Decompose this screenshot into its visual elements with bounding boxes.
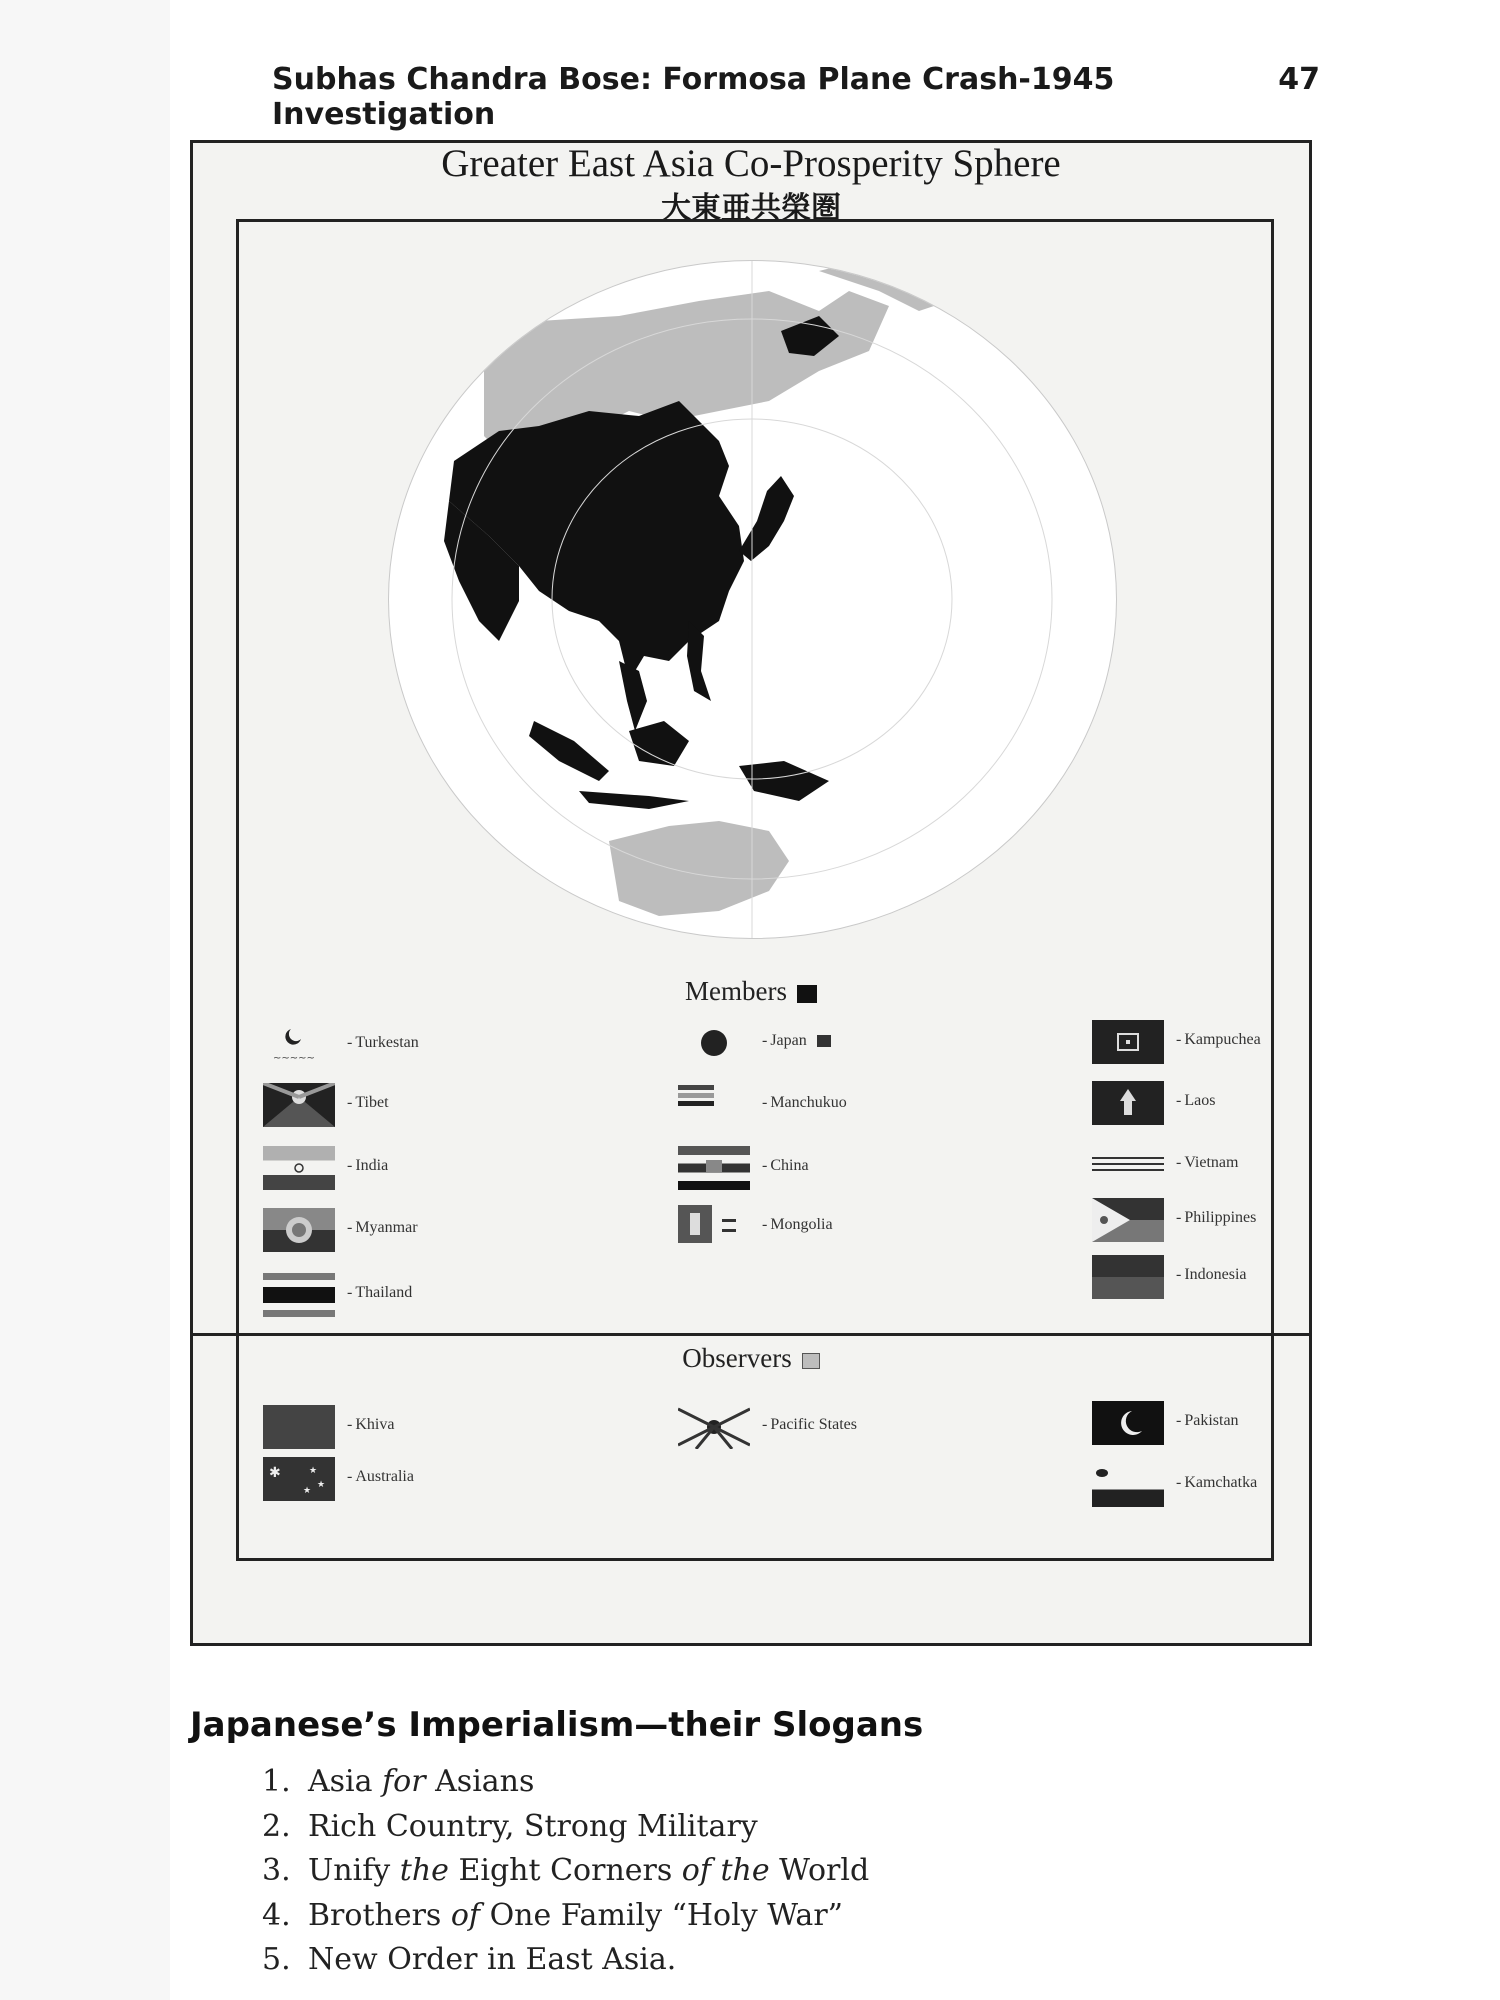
flag-label: Khiva: [355, 1416, 395, 1433]
slogan-text: Asians: [425, 1764, 535, 1799]
japan-islands: [739, 476, 794, 561]
flag-label: India: [355, 1157, 389, 1174]
flag-label: Kampuchea: [1184, 1031, 1261, 1048]
slogan-number: 1.: [262, 1764, 291, 1799]
flag-label: Vietnam: [1184, 1154, 1239, 1171]
member-square-icon: [797, 985, 817, 1003]
pacific-states-flag-icon: [678, 1405, 750, 1449]
observers-label-text: Observers: [682, 1343, 792, 1373]
observer-square-icon: [802, 1353, 820, 1369]
slogan-text: Eight Corners: [448, 1853, 682, 1888]
australia-flag-icon: [263, 1457, 335, 1501]
slogan-text: One Family “Holy War”: [480, 1897, 843, 1933]
slogan-item: [262, 1805, 869, 1850]
slogan-text: Asia: [308, 1764, 383, 1799]
slogan-text: New Order in East Asia.: [308, 1942, 677, 1977]
page-margin: [0, 0, 170, 2000]
java: [579, 791, 689, 809]
slogan-text: Rich Country, Strong Military: [308, 1808, 758, 1844]
book-title: Subhas Chandra Bose: Formosa Plane Crash-1945 Investigation: [272, 62, 1115, 132]
kampuchea-flag-icon: [1092, 1020, 1164, 1064]
slogan-text: of: [450, 1897, 481, 1933]
flag-label: Laos: [1184, 1092, 1216, 1109]
slogan-number: 5.: [262, 1942, 291, 1977]
co-prosperity-sphere-figure: Greater East Asia Co-Prosperity Sphere 大東亜共榮圏 Members ~~~~~ - Turkestan - Tibet - India - Myanmar - Thailand - Japan - Manchukuo - China - Mongolia - Kampuchea - Laos - Vietnam - Philippines - Indonesia Observers - Khiva ✱ ★ ★ ★ - Australia - Pacific States - Pakistan - Kamchatka: [190, 140, 1312, 1646]
flag-label: Pakistan: [1184, 1412, 1239, 1429]
flag-label: Kamchatka: [1184, 1474, 1258, 1491]
running-head: [270, 62, 1320, 132]
malay-peninsula: [619, 661, 647, 731]
slogan-text: Unify: [308, 1853, 400, 1888]
slogan-text: Brothers: [308, 1897, 451, 1933]
members-label: [193, 976, 1309, 1007]
slogan-item: [262, 1760, 869, 1805]
japan-flag-icon: [678, 1021, 750, 1065]
section-heading: Japanese’s Imperialism—their Slogans: [190, 1705, 924, 1745]
sumatra: [529, 721, 609, 781]
slogan-text: World: [769, 1853, 870, 1888]
myanmar-flag-icon: [263, 1208, 335, 1252]
flag-label: China: [770, 1157, 809, 1174]
manchukuo-flag-icon: [678, 1083, 750, 1127]
flag-label: Tibet: [355, 1094, 389, 1111]
slogan-text: of the: [681, 1853, 770, 1888]
flag-label: Turkestan: [355, 1034, 419, 1051]
flag-label: Myanmar: [355, 1219, 418, 1236]
observers-label: [193, 1343, 1309, 1374]
laos-flag-icon: [1092, 1081, 1164, 1125]
borneo: [629, 721, 689, 766]
turkestan-flag-icon: [263, 1023, 335, 1067]
thailand-flag-icon: [263, 1273, 335, 1317]
slogan-item: [262, 1894, 869, 1939]
pakistan-flag-icon: [1092, 1401, 1164, 1445]
slogan-list: [262, 1760, 869, 1983]
map-globe: [388, 260, 1117, 939]
svg-text:★: ★: [309, 1466, 318, 1476]
flag-label: Philippines: [1184, 1209, 1257, 1226]
members-label-text: Members: [685, 976, 787, 1006]
tibet-flag-icon: [263, 1083, 335, 1127]
india-flag-icon: [263, 1146, 335, 1190]
slogan-number: 4.: [262, 1897, 291, 1933]
observers-divider: [193, 1333, 1312, 1336]
figure-subtitle: 大東亜共榮圏: [661, 191, 841, 226]
philippines: [687, 621, 711, 701]
vietnam-flag-icon: [1092, 1143, 1164, 1187]
flag-label: Mongolia: [770, 1216, 833, 1233]
page-number: 47: [1278, 62, 1320, 97]
slogan-number: 2.: [262, 1808, 291, 1844]
flag-label: Indonesia: [1184, 1266, 1247, 1283]
slogan-item: [262, 1849, 869, 1894]
flag-label: Australia: [355, 1468, 414, 1485]
mongolia-flag-icon: [678, 1205, 750, 1249]
slogan-text: for: [382, 1764, 426, 1799]
indonesia-flag-icon: [1092, 1255, 1164, 1299]
flag-label: Japan: [770, 1032, 807, 1049]
flag-label: Thailand: [355, 1284, 413, 1301]
svg-text:~~~~~: ~~~~~: [273, 1053, 315, 1064]
asia-map: [389, 261, 1116, 938]
china-flag-icon: [678, 1146, 750, 1190]
figure-title: Greater East Asia Co-Prosperity Sphere: [441, 142, 1061, 185]
australia-landmass: [609, 821, 789, 916]
svg-text:★: ★: [303, 1486, 312, 1496]
member-square-icon: [817, 1035, 831, 1047]
kamchatka-flag-icon: [1092, 1463, 1164, 1507]
svg-text:★: ★: [317, 1480, 326, 1490]
philippines-flag-icon: [1092, 1198, 1164, 1242]
flag-label: Manchukuo: [770, 1094, 847, 1111]
slogan-text: the: [399, 1853, 449, 1888]
khiva-flag-icon: [263, 1405, 335, 1449]
flag-label: Pacific States: [770, 1416, 857, 1433]
svg-text:✱: ✱: [269, 1465, 281, 1481]
slogan-item: [262, 1938, 869, 1983]
slogan-number: 3.: [262, 1853, 291, 1888]
